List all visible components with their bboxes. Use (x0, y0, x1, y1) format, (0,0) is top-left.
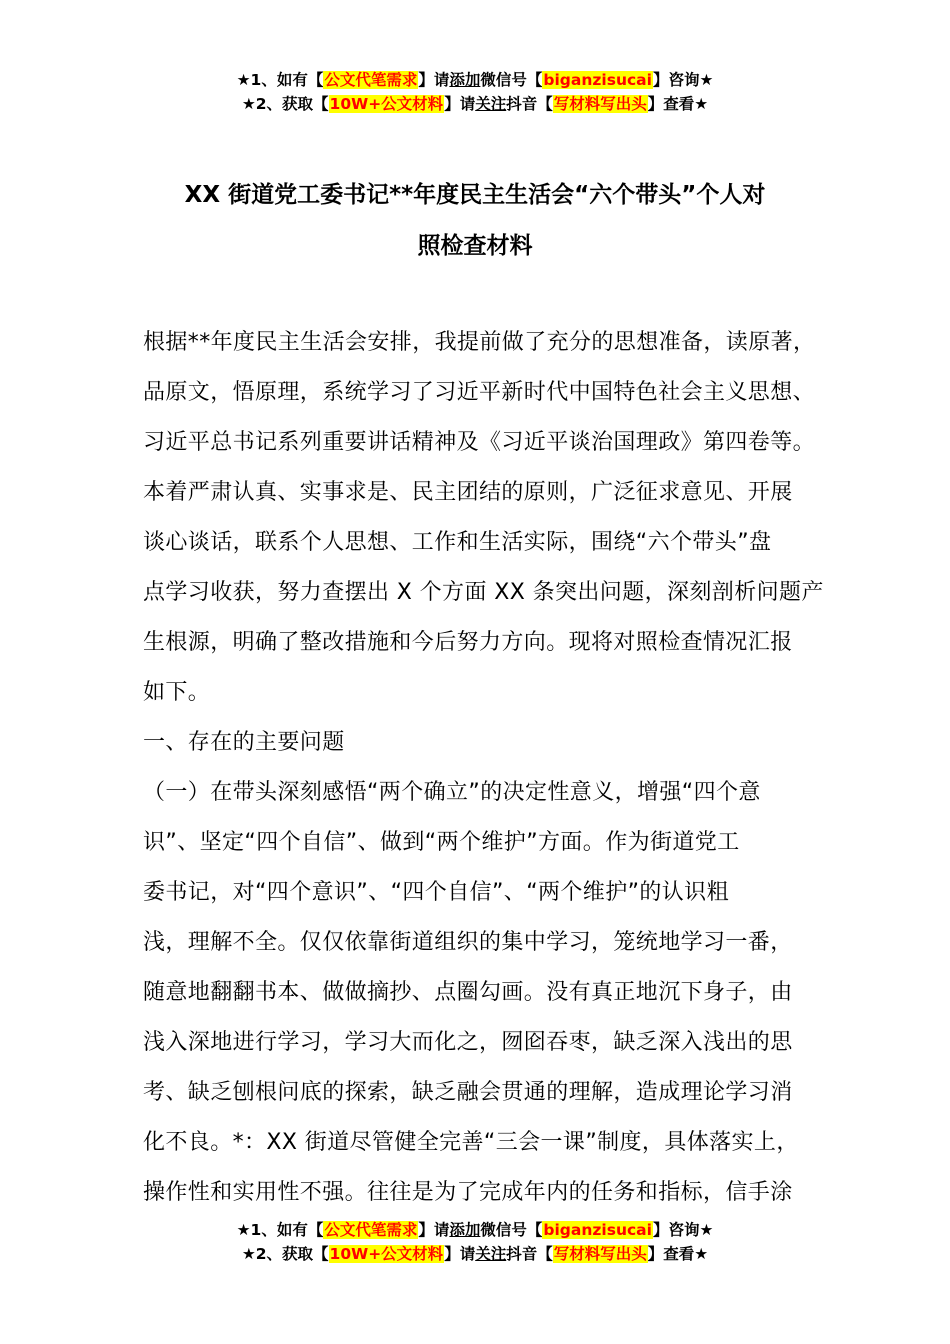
promo-text: ★1、如有【 (236, 1221, 324, 1239)
document-title (120, 170, 830, 272)
promo-text: 】请 (418, 1221, 450, 1239)
promo-highlight: 公文代笔需求 (324, 71, 418, 89)
promo-highlight: 10W+公文材料 (329, 1245, 444, 1263)
promo-line-1 (0, 68, 950, 92)
promo-text: 】咨询★ (652, 71, 714, 89)
body-line: 操作性和实用性不强。往往是为了完成年内的任务和指标，信手涂 (143, 1180, 793, 1205)
body-line: 一、存在的主要问题 (143, 730, 345, 755)
body-line: 本着严肃认真、实事求是、民主团结的原则，广泛征求意见、开展 (143, 480, 793, 505)
promo-highlight: 写材料写出头 (553, 1245, 647, 1263)
title-line: 照检查材料 (417, 233, 533, 259)
promo-text: 抖音【 (506, 95, 553, 113)
title-line: XX 街道党工委书记**年度民主生活会“六个带头”个人对 (184, 182, 766, 208)
promo-text: 】请 (444, 95, 476, 113)
body-line: 考、缺乏刨根问底的探索，缺乏融会贯通的理解，造成理论学习消 (143, 1080, 793, 1105)
promo-text: 】查看★ (647, 95, 709, 113)
promo-text: 】查看★ (647, 1245, 709, 1263)
body-line: 随意地翻翻书本、做做摘抄、点圈勾画。没有真正地沉下身子，由 (143, 980, 793, 1005)
promo-text: 抖音【 (506, 1245, 553, 1263)
body-line: 生根源，明确了整改措施和今后努力方向。现将对照检查情况汇报 (143, 630, 793, 655)
promo-underlined: 添加 (449, 1221, 481, 1239)
body-line: 委书记，对“四个意识”、“四个自信”、“两个维护”的认识粗 (143, 880, 729, 905)
promo-highlight: 10W+公文材料 (329, 95, 444, 113)
promo-text: ★1、如有【 (236, 71, 324, 89)
body-line: 浅入深地进行学习，学习大而化之，囫囵吞枣，缺乏深入浅出的思 (143, 1030, 793, 1055)
body-line: 品原文，悟原理，系统学习了习近平新时代中国特色社会主义思想、 (143, 380, 816, 405)
promo-text: ★2、获取【 (241, 1245, 329, 1263)
body-line: 化不良。*：XX 街道尽管健全完善“三会一课”制度，具体落实上， (143, 1130, 799, 1155)
promo-banner-bottom (0, 1218, 950, 1266)
promo-text: 】请 (418, 71, 450, 89)
promo-highlight: 写材料写出头 (553, 95, 647, 113)
promo-underlined: 关注 (475, 95, 507, 113)
body-line: 习近平总书记系列重要讲话精神及《习近平谈治国理政》第四卷等。 (143, 430, 816, 455)
promo-text: ★2、获取【 (241, 95, 329, 113)
promo-highlight: 公文代笔需求 (324, 1221, 418, 1239)
body-line: 点学习收获，努力查摆出 X 个方面 XX 条突出问题，深刻剖析问题产 (143, 580, 824, 605)
promo-text: 微信号【 (480, 1221, 543, 1239)
promo-text: 】请 (444, 1245, 476, 1263)
body-line: 识”、坚定“四个自信”、做到“两个维护”方面。作为街道党工 (143, 830, 740, 855)
promo-line-1 (0, 1218, 950, 1242)
promo-underlined: 添加 (449, 71, 481, 89)
body-line: （一）在带头深刻感悟“两个确立”的决定性意义，增强“四个意 (143, 780, 761, 805)
body-line: 根据**年度民主生活会安排，我提前做了充分的思想准备，读原著， (143, 330, 816, 355)
promo-line-2 (0, 92, 950, 116)
promo-text: 微信号【 (480, 71, 543, 89)
promo-banner-top (0, 68, 950, 116)
promo-highlight: biganzisucai (543, 71, 652, 89)
body-line: 浅，理解不全。仅仅依靠街道组织的集中学习，笼统地学习一番， (143, 930, 793, 955)
promo-text: 】咨询★ (652, 1221, 714, 1239)
body-line: 如下。 (143, 680, 211, 705)
promo-line-2 (0, 1242, 950, 1266)
promo-highlight: biganzisucai (543, 1221, 652, 1239)
promo-underlined: 关注 (475, 1245, 507, 1263)
body-line: 谈心谈话，联系个人思想、工作和生活实际，围绕“六个带头”盘 (143, 530, 772, 555)
document-body (143, 318, 843, 1218)
